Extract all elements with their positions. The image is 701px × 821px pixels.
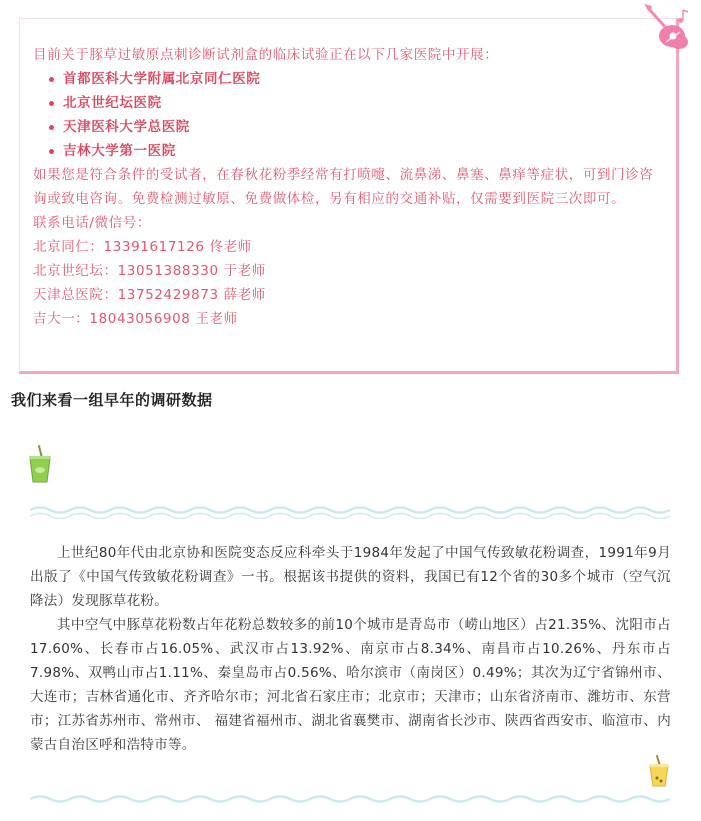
contact-jilin: 吉大一：18043056908 王老师 (33, 311, 238, 327)
contact-tongren: 北京同仁：13391617126 佟老师 (33, 239, 252, 255)
section-heading: 我们来看一组早年的调研数据 (11, 391, 213, 409)
hospital-item-4: 吉林大学第一医院 (63, 139, 661, 163)
notice-box (19, 18, 679, 374)
contact-tianjin: 天津总医院：13752429873 薛老师 (33, 287, 266, 303)
yellow-drink-icon (648, 754, 670, 788)
contact-label: 联系电话/微信号： (33, 215, 151, 231)
hospital-item-1: 首都医科大学附属北京同仁医院 (63, 67, 661, 91)
wave-divider-top (30, 505, 670, 519)
guitar-icon (636, 2, 692, 52)
notice-intro: 目前关于豚草过敏原点刺诊断试剂盒的临床试验正在以下几家医院中开展： (33, 47, 499, 63)
hospital-item-3: 天津医科大学总医院 (63, 115, 661, 139)
notice-content (33, 43, 661, 331)
article-paragraph-2: 其中空气中豚草花粉数占年花粉总数较多的前10个城市是青岛市（崂山地区）占21.35%、沈阳市占17.60%、长春市占16.05%、武汉市占13.92%、南京市占8.34%、南昌市占10.26%、丹东市占7.98%、双鸭山市占1.11%、秦皇岛市占0.56%、哈尔滨市（南岗区）0.49%；其次为辽宁省锦州市、大连市；吉林省通化市、齐齐哈尔市；河北省石家庄市；北京市；天津市；山东省济南市、潍坊市、东营市；江苏省苏州市、常州市、 福建省福州市、湖北省襄樊市、湖南省长沙市、陕西省西安市、临渲市、内蒙古自治区呼和浩特市等。 (30, 617, 671, 753)
contact-shijitan: 北京世纪坛：13051388330 于老师 (33, 263, 266, 279)
hospital-list (33, 67, 661, 163)
recruit-text: 如果您是符合条件的受试者，在春秋花粉季经常有打喷嚏、流鼻涕、鼻塞、鼻痒等症状，可到门诊咨询或致电咨询。免费检测过敏原、免费做体检，另有相应的交通补贴，仅需要到医院三次即可。 (33, 167, 654, 207)
article-body (30, 541, 671, 757)
green-drink-icon (28, 444, 54, 484)
wave-divider-bottom (30, 794, 670, 808)
hospital-item-2: 北京世纪坛医院 (63, 91, 661, 115)
article-paragraph-1: 上世纪80年代由北京协和医院变态反应科牵头于1984年发起了中国气传致敏花粉调查，1991年9月出版了《中国气传致敏花粉调查》一书。根据该书提供的资料，我国已有12个省的30多个城市（空气沉降法）发现豚草花粉。 (30, 545, 671, 609)
